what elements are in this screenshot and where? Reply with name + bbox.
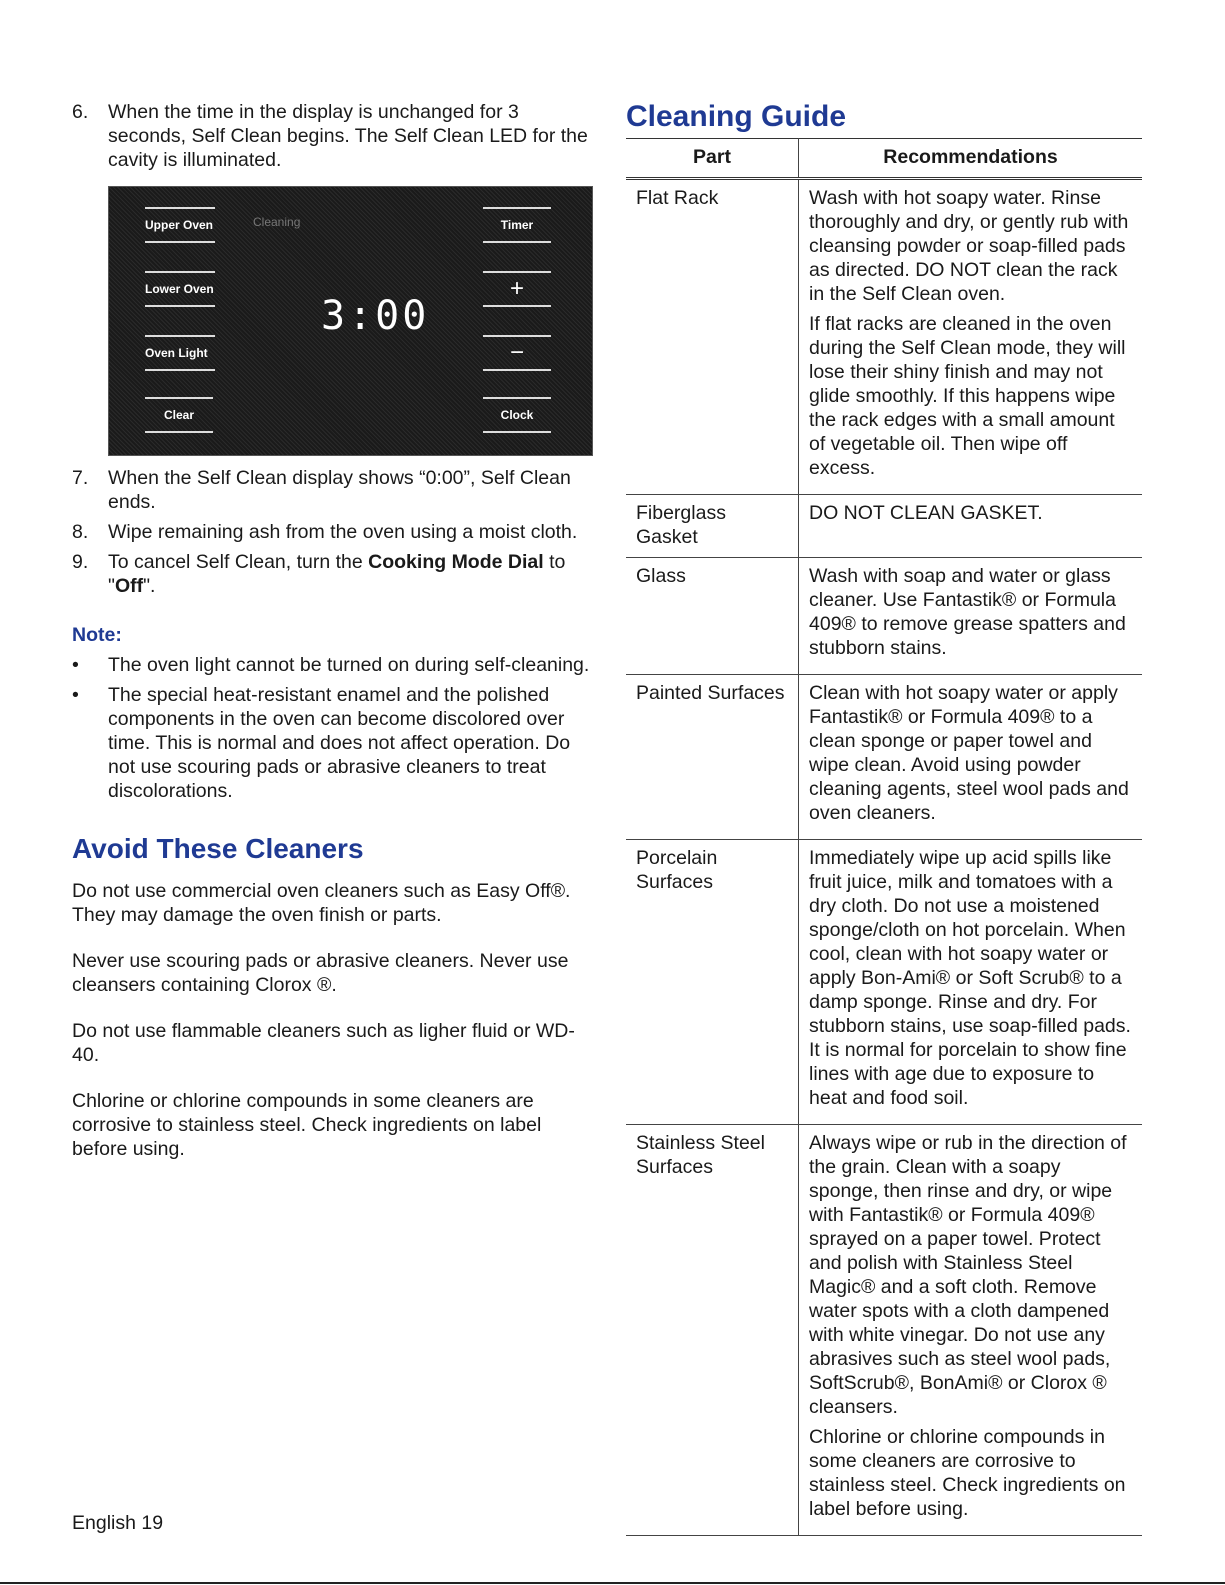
recommendation-cell (799, 675, 1143, 840)
recommendation-text: DO NOT CLEAN GASKET. (809, 502, 1043, 524)
part-column-header: Part (626, 139, 799, 179)
avoid-heading: Avoid These Cleaners (72, 833, 364, 864)
cleaning-guide-table (626, 138, 1142, 1536)
step-number: 6. (72, 101, 89, 123)
part-cell: Stainless Steel Surfaces (626, 1125, 799, 1536)
avoid-paragraph: Never use scouring pads or abrasive cleaners. Never use cleansers containing Clorox ®. (72, 950, 569, 996)
recommendation-text: Clean with hot soapy water or apply Fantastik® or Formula 409® to a clean sponge or paper towel and wipe clean. Avoid using powder cleaning agents, steel wool pads and oven cleaners. (809, 682, 1129, 824)
recommendation-text: Always wipe or rub in the direction of the grain. Clean with a soapy sponge, then rinse and dry, or wipe with Fantastik® or Formula 409® sprayed on a paper towel. Protect and polish with Stainless Steel Magic® and a soft cloth. Remove water spots with a cloth dampened with white vinegar. Do not use any abrasives such as steel wool pads, SoftScrub®, BonAmi® or Clorox ® cleansers. (809, 1132, 1127, 1418)
step-8 (72, 520, 592, 544)
recommendation-cell (799, 179, 1143, 495)
left-column (72, 100, 592, 1183)
part-cell: Porcelain Surfaces (626, 840, 799, 1125)
table-row (626, 179, 1142, 495)
table-row (626, 495, 1142, 558)
time-display: 3:00 (321, 293, 430, 339)
bottom-rule (0, 1582, 1225, 1584)
off-label: Off (114, 575, 144, 597)
step-text: Wipe remaining ash from the oven using a moist cloth. (108, 521, 578, 543)
step-9 (72, 550, 592, 598)
step-text-mid: to " (108, 551, 566, 597)
step-text-post: ". (143, 575, 156, 597)
step-text: When the Self Clean display shows “0:00”, Self Clean ends. (108, 467, 571, 513)
bullet-dot: • (72, 654, 79, 676)
avoid-paragraph: Chlorine or chlorine compounds in some cleaners are corrosive to stainless steel. Check ingredients on label before using. (72, 1090, 542, 1160)
recommendation-text: Wash with soap and water or glass cleaner. Use Fantastik® or Formula 409® to remove grease spatters and stubborn stains. (809, 565, 1126, 659)
step-6 (72, 100, 592, 172)
recommendation-text: If flat racks are cleaned in the oven during the Self Clean mode, they will lose their shiny finish and may not glide smoothly. If this happens wipe the rack edges with a small amount of vegetable oil. Then wipe off excess. (809, 313, 1126, 479)
note-bullet (72, 653, 592, 677)
step-number: 7. (72, 467, 89, 489)
part-cell: Glass (626, 558, 799, 675)
plus-button: + (483, 271, 551, 307)
page-footer: English 19 (72, 1512, 164, 1534)
recommendations-column-header: Recommendations (883, 146, 1058, 168)
avoid-paragraph: Do not use commercial oven cleaners such as Easy Off®. They may damage the oven finish or parts. (72, 880, 571, 926)
step-number: 8. (72, 521, 89, 543)
upper-oven-button: Upper Oven (145, 207, 215, 243)
bullet-dot: • (72, 684, 79, 706)
part-cell: Flat Rack (626, 179, 799, 495)
step-7 (72, 466, 592, 514)
recommendation-cell (799, 1125, 1143, 1536)
cleaning-guide-title: Cleaning Guide (626, 100, 847, 133)
table-row (626, 558, 1142, 675)
minus-button: − (483, 335, 551, 371)
control-panel-image (108, 186, 593, 456)
oven-light-button: Oven Light (145, 335, 215, 371)
recommendation-cell (799, 558, 1143, 675)
note-heading: Note: (72, 624, 122, 646)
clock-button: Clock (483, 397, 551, 433)
recommendation-text: Immediately wipe up acid spills like fruit juice, milk and tomatoes with a dry cloth. Do not use a moistened sponge/cloth on hot porcelain. When cool, clean with hot soapy water or apply Bon-Ami® or Soft Scrub® to a damp sponge. Rinse and dry. For stubborn stains, use soap-filled pads. It is normal for porcelain to show fine lines with age due to exposure to heat and food soil. (809, 847, 1131, 1109)
recommendation-cell (799, 495, 1143, 558)
dial-name: Cooking Mode Dial (368, 551, 544, 573)
part-cell: Fiberglass Gasket (626, 495, 799, 558)
table-row (626, 840, 1142, 1125)
timer-button: Timer (483, 207, 551, 243)
step-text-pre: To cancel Self Clean, turn the (108, 551, 369, 573)
step-number: 9. (72, 551, 89, 573)
table-row (626, 675, 1142, 840)
table-header-row (626, 139, 1142, 179)
bullet-text: The special heat-resistant enamel and the polished components in the oven can become discolored over time. This is normal and does not affect operation. Do not use scouring pads or abrasive cleaners to treat discolorations. (108, 684, 571, 802)
table-row (626, 1125, 1142, 1536)
recommendation-text: Chlorine or chlorine compounds in some cleaners are corrosive to stainless steel. Check ingredients on label before using. (809, 1426, 1126, 1520)
right-column (626, 100, 1154, 1536)
recommendation-cell (799, 840, 1143, 1125)
cleaning-indicator: Cleaning (253, 215, 301, 229)
step-text: When the time in the display is unchanged for 3 seconds, Self Clean begins. The Self Clean LED for the cavity is illuminated. (108, 101, 588, 171)
recommendation-text: Wash with hot soapy water. Rinse thoroughly and dry, or gently rub with cleansing powder or soap-filled pads as directed. DO NOT clean the rack in the Self Clean oven. (809, 187, 1129, 305)
bullet-text: The oven light cannot be turned on during self-cleaning. (108, 654, 590, 676)
lower-oven-button: Lower Oven (145, 271, 215, 307)
part-cell: Painted Surfaces (626, 675, 799, 840)
clear-button: Clear (145, 397, 213, 433)
avoid-paragraph: Do not use flammable cleaners such as ligher fluid or WD-40. (72, 1020, 575, 1066)
note-bullet (72, 683, 592, 803)
